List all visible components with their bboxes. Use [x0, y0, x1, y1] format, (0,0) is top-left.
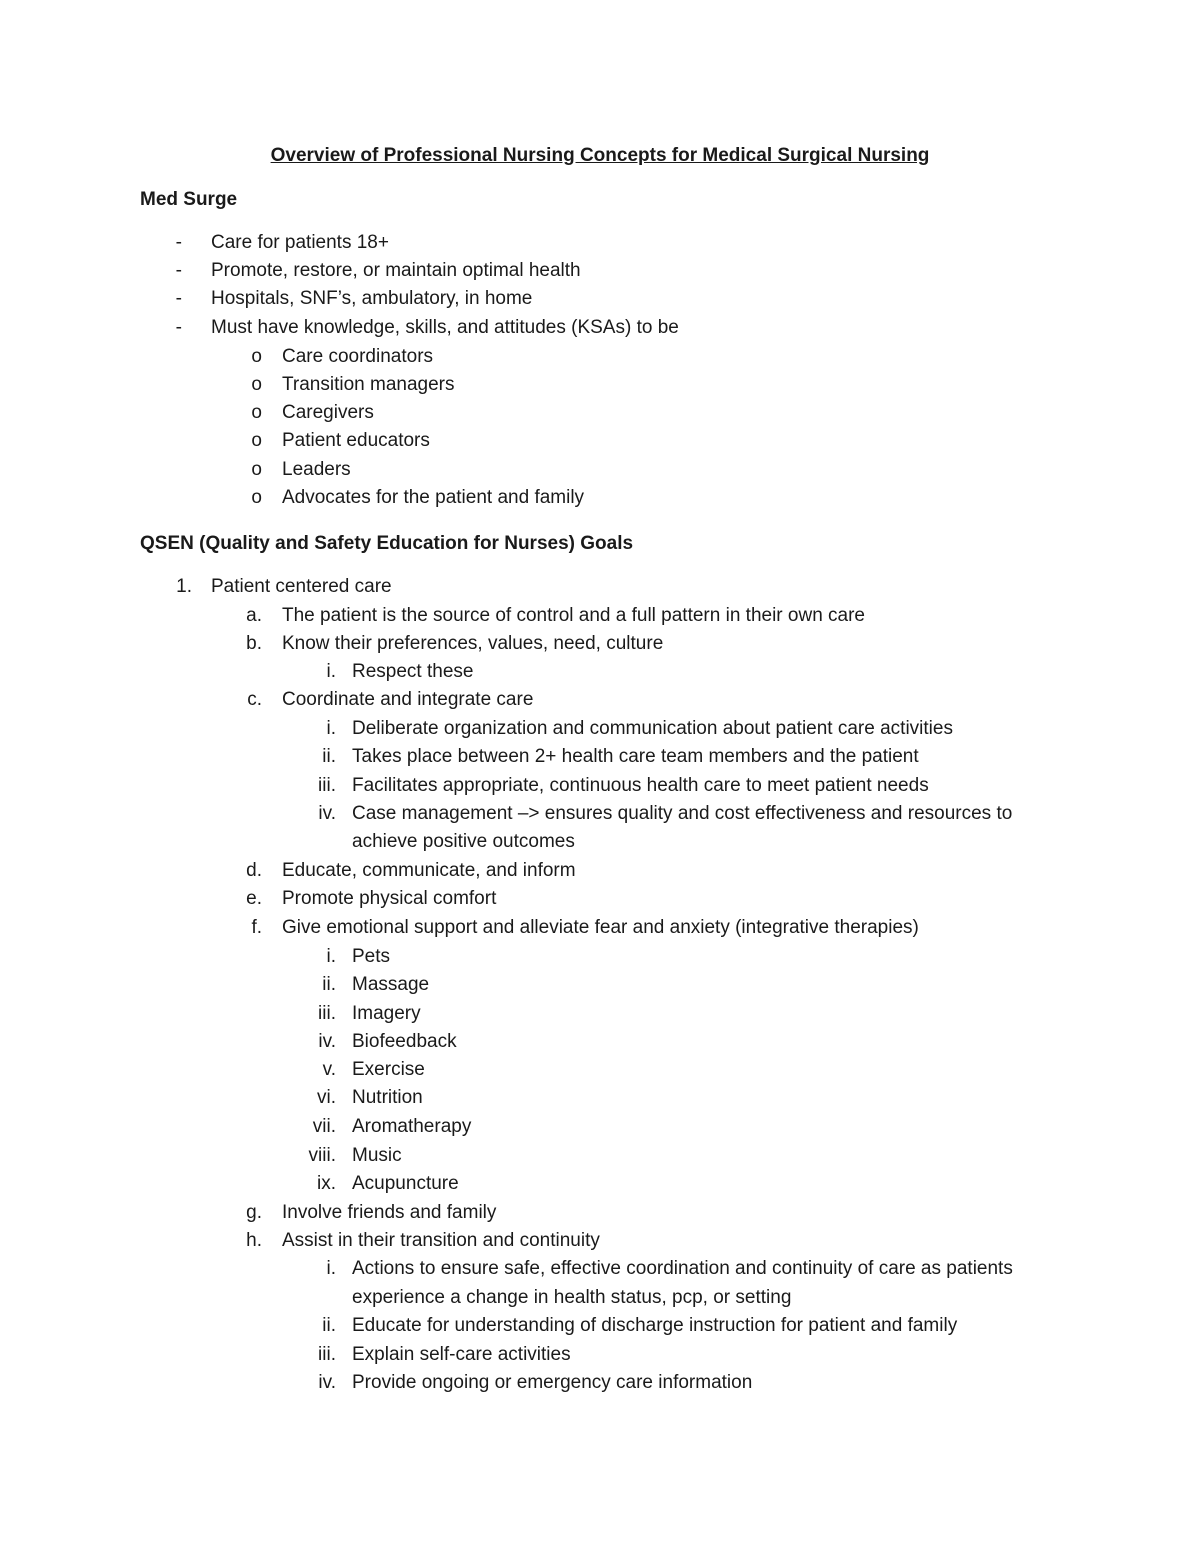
list-item: Know their preferences, values, need, culture — [282, 633, 664, 654]
roman-marker: i. — [326, 718, 336, 739]
list-item: Actions to ensure safe, effective coordination and continuity of care as patients — [352, 1258, 1013, 1279]
dash-bullet: - — [175, 232, 182, 253]
section-heading-med-surge: Med Surge — [140, 189, 238, 210]
list-item: Patient centered care — [211, 576, 392, 597]
number-marker: 1. — [176, 576, 192, 597]
roman-marker: iii. — [318, 1003, 336, 1024]
list-item: Respect these — [352, 661, 474, 682]
roman-marker: iv. — [318, 1031, 336, 1052]
list-item: Care coordinators — [282, 346, 434, 367]
list-item: Advocates for the patient and family — [282, 487, 585, 508]
circle-bullet: o — [251, 346, 262, 367]
list-item: Hospitals, SNF’s, ambulatory, in home — [211, 288, 533, 309]
list-item: Promote, restore, or maintain optimal health — [211, 260, 581, 281]
circle-bullet: o — [251, 430, 262, 451]
list-item: Leaders — [282, 459, 351, 480]
document-title: Overview of Professional Nursing Concepts for Medical Surgical Nursing — [270, 145, 930, 166]
list-item-continued: achieve positive outcomes — [352, 831, 575, 852]
roman-marker: i. — [326, 1258, 336, 1279]
roman-marker: ii. — [322, 974, 336, 995]
letter-marker: e. — [246, 888, 262, 909]
dash-bullet: - — [175, 288, 182, 309]
list-item: Deliberate organization and communication about patient care activities — [352, 718, 953, 739]
roman-marker: iii. — [318, 775, 336, 796]
letter-marker: g. — [246, 1202, 262, 1223]
roman-marker: ii. — [322, 746, 336, 767]
list-item: Promote physical comfort — [282, 888, 497, 909]
list-item: Massage — [352, 974, 430, 995]
list-item: Aromatherapy — [352, 1116, 472, 1137]
roman-marker: v. — [322, 1059, 336, 1080]
dash-bullet: - — [175, 260, 182, 281]
roman-marker: ii. — [322, 1315, 336, 1336]
section-heading-qsen: QSEN (Quality and Safety Education for Nurses) Goals — [140, 533, 634, 554]
list-item: Nutrition — [352, 1087, 423, 1108]
roman-marker: iv. — [318, 1372, 336, 1393]
list-item: Give emotional support and alleviate fear and anxiety (integrative therapies) — [282, 917, 919, 938]
roman-marker: viii. — [308, 1145, 336, 1166]
list-item: Imagery — [352, 1003, 421, 1024]
letter-marker: h. — [246, 1230, 262, 1251]
list-item: Patient educators — [282, 430, 430, 451]
list-item: Care for patients 18+ — [211, 232, 389, 253]
list-item: Explain self-care activities — [352, 1344, 571, 1365]
letter-marker: d. — [246, 860, 262, 881]
list-item: Caregivers — [282, 402, 374, 423]
roman-marker: iv. — [318, 803, 336, 824]
dash-bullet: - — [175, 317, 182, 338]
list-item: Pets — [352, 946, 391, 967]
list-item: Music — [352, 1145, 402, 1166]
roman-marker: vi. — [317, 1087, 336, 1108]
letter-marker: b. — [246, 633, 262, 654]
letter-marker: c. — [247, 689, 262, 710]
list-item: Biofeedback — [352, 1031, 457, 1052]
list-item: Exercise — [352, 1059, 425, 1080]
roman-marker: i. — [326, 661, 336, 682]
roman-marker: iii. — [318, 1344, 336, 1365]
list-item: Facilitates appropriate, continuous health care to meet patient needs — [352, 775, 929, 796]
list-item: Case management –> ensures quality and cost effectiveness and resources to — [352, 803, 1013, 824]
list-item: Coordinate and integrate care — [282, 689, 534, 710]
circle-bullet: o — [251, 487, 262, 508]
list-item-continued: experience a change in health status, pcp, or setting — [352, 1287, 792, 1308]
circle-bullet: o — [251, 459, 262, 480]
list-item: Provide ongoing or emergency care information — [352, 1372, 753, 1393]
letter-marker: a. — [246, 605, 262, 626]
circle-bullet: o — [251, 402, 262, 423]
letter-marker: f. — [251, 917, 262, 938]
roman-marker: ix. — [317, 1173, 336, 1194]
list-item: Educate for understanding of discharge instruction for patient and family — [352, 1315, 958, 1336]
list-item: Assist in their transition and continuity — [282, 1230, 600, 1251]
roman-marker: vii. — [312, 1116, 336, 1137]
list-item: Educate, communicate, and inform — [282, 860, 576, 881]
list-item: Acupuncture — [352, 1173, 459, 1194]
list-item: Involve friends and family — [282, 1202, 497, 1223]
list-item: Transition managers — [282, 374, 455, 395]
circle-bullet: o — [251, 374, 262, 395]
list-item: The patient is the source of control and a full pattern in their own care — [282, 605, 865, 626]
list-item: Takes place between 2+ health care team members and the patient — [352, 746, 919, 767]
roman-marker: i. — [326, 946, 336, 967]
list-item: Must have knowledge, skills, and attitudes (KSAs) to be — [211, 317, 679, 338]
